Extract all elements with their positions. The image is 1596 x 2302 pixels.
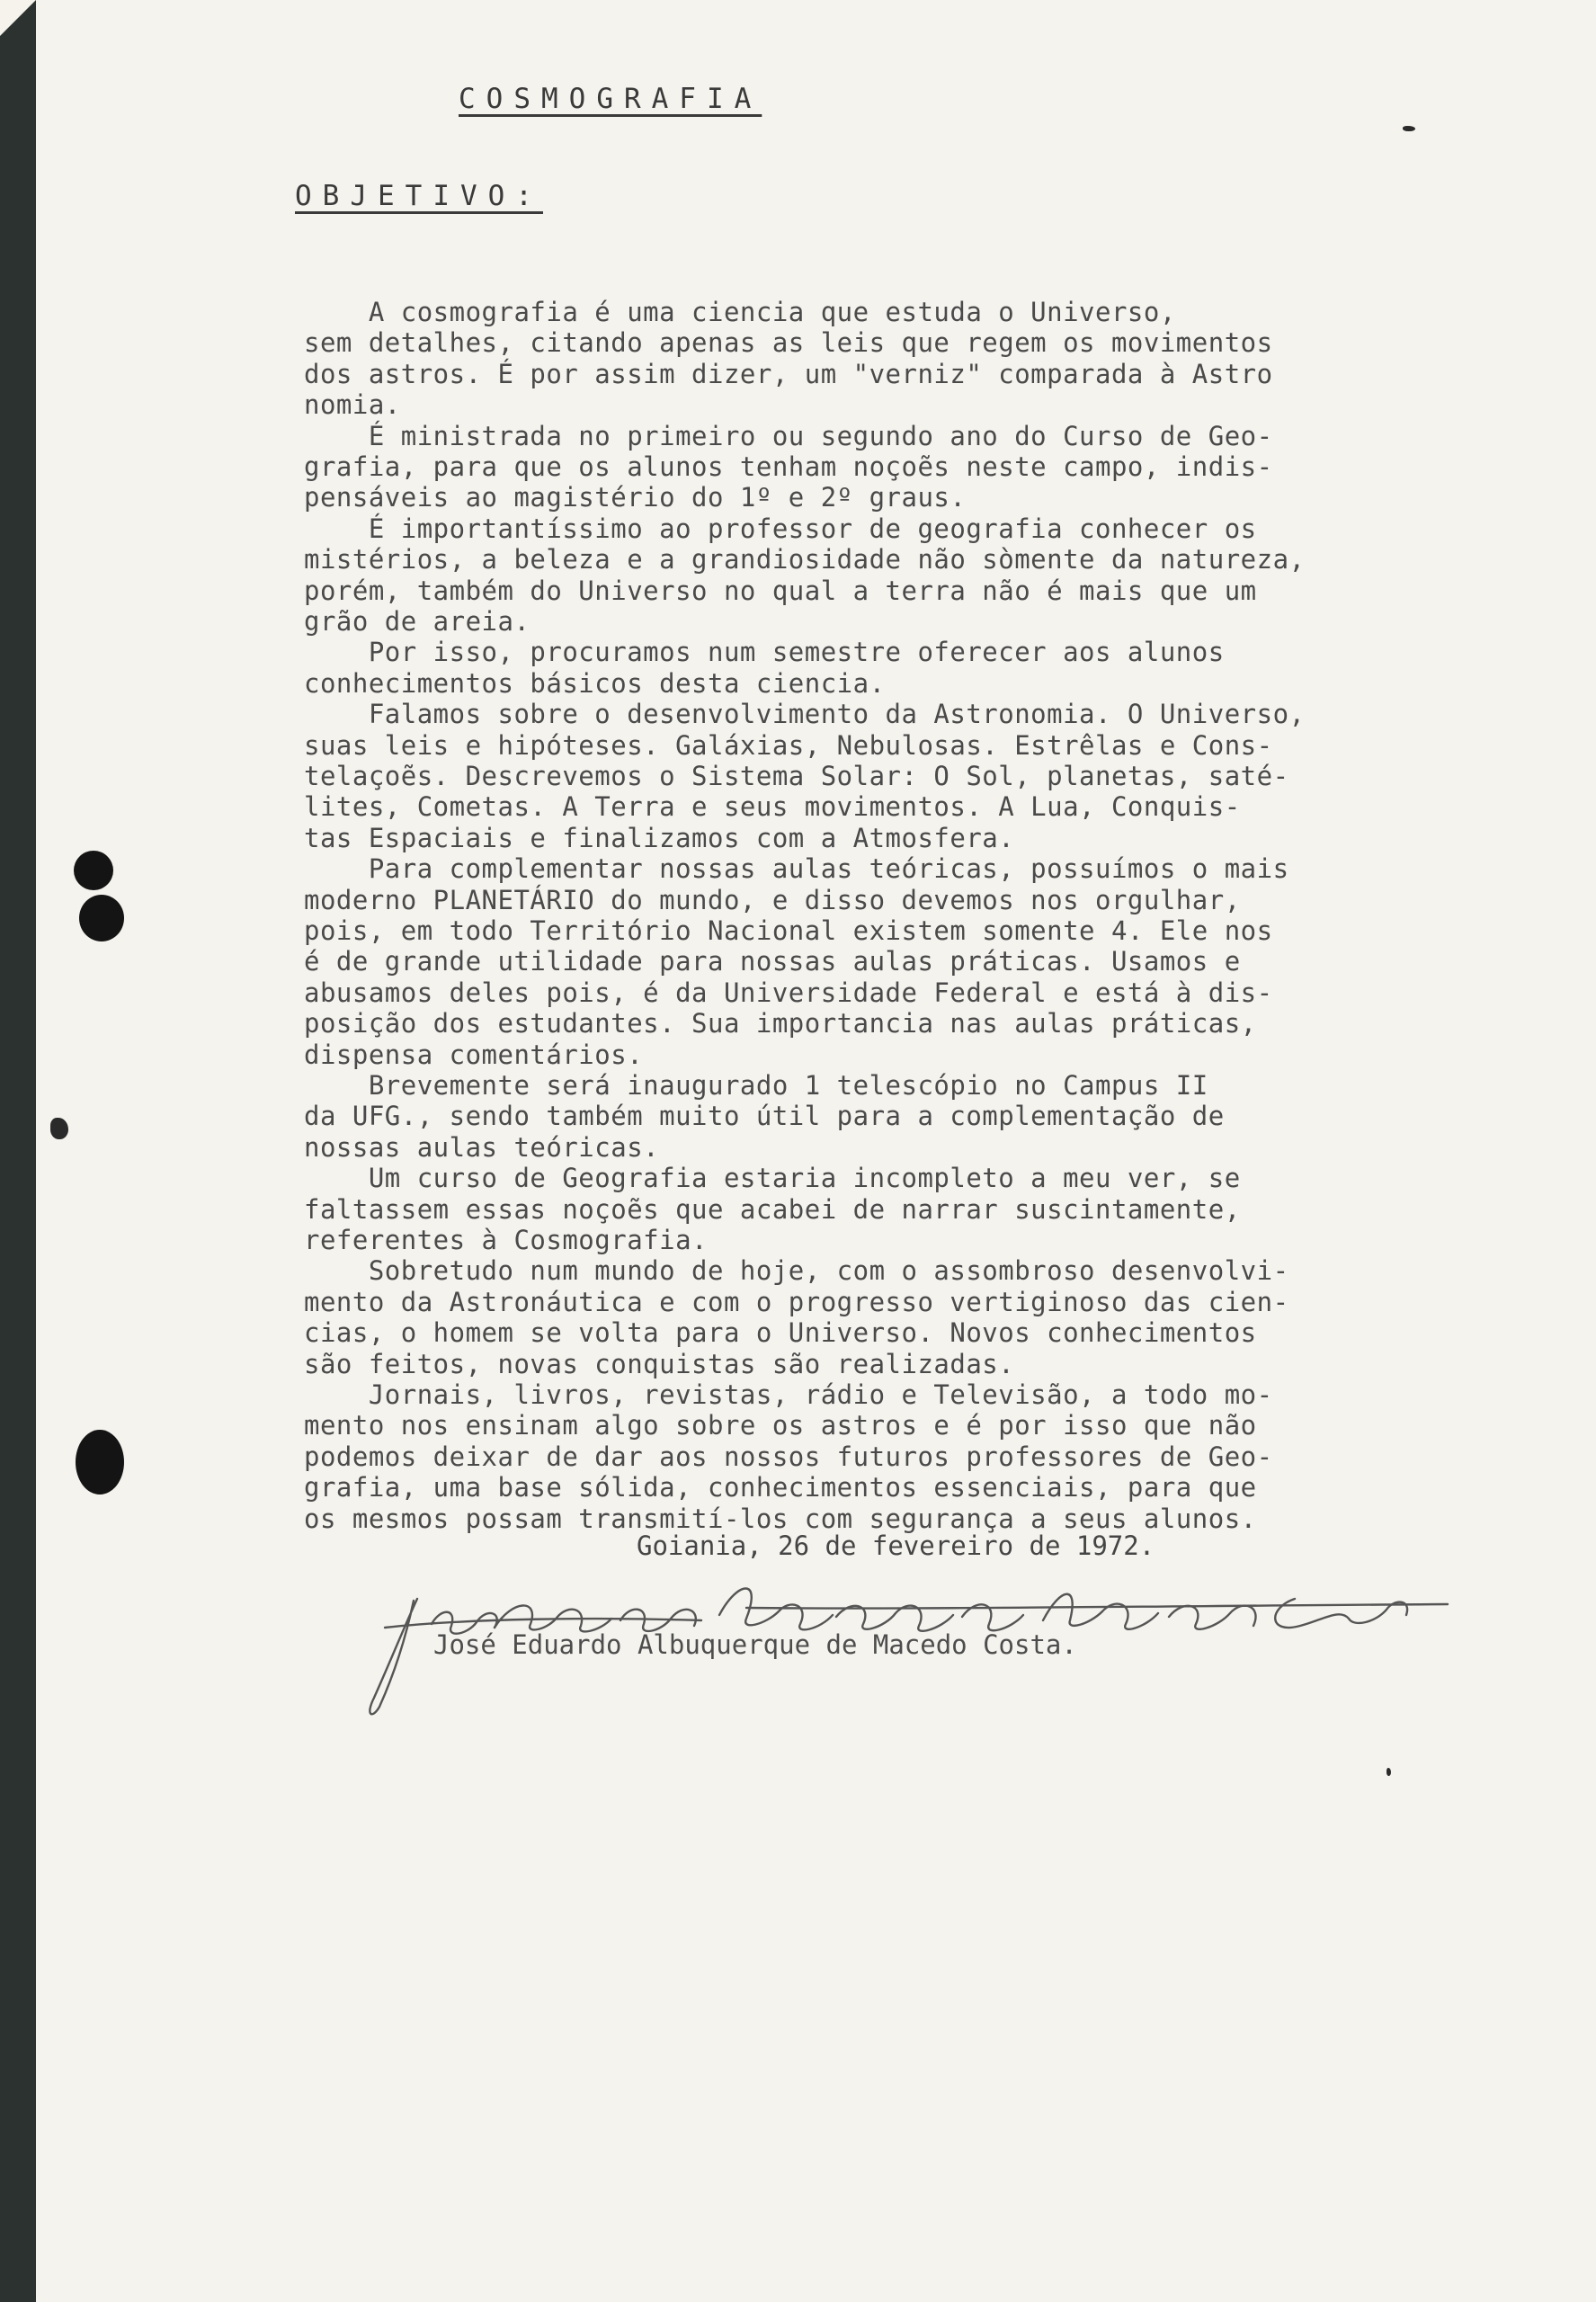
- body-line: A cosmografia é uma ciencia que estuda o Universo,: [304, 297, 1176, 327]
- paper-corner: [0, 0, 36, 36]
- body-line: Jornais, livros, revistas, rádio e Televisão, a todo mo-: [304, 1379, 1273, 1410]
- body-line: Falamos sobre o desenvolvimento da Astronomia. O Universo,: [304, 699, 1306, 729]
- body-line: são feitos, novas conquistas são realizadas.: [304, 1349, 1015, 1379]
- body-line: cias, o homem se volta para o Universo. Novos conhecimentos: [304, 1317, 1257, 1348]
- body-line: é de grande utilidade para nossas aulas práticas. Usamos e: [304, 946, 1241, 977]
- punch-hole-top: [74, 851, 113, 890]
- body-line: pois, em todo Território Nacional existem somente 4. Ele nos: [304, 915, 1273, 946]
- body-line: É importantíssimo ao professor de geografia conhecer os: [304, 513, 1257, 544]
- body-line: Sobretudo num mundo de hoje, com o assombroso desenvolvi-: [304, 1255, 1289, 1286]
- body-line: os mesmos possam transmití-los com segurança a seus alunos.: [304, 1503, 1257, 1534]
- body-line: grafia, uma base sólida, conhecimentos essenciais, para que: [304, 1472, 1257, 1503]
- document-title: COSMOGRAFIA: [459, 83, 762, 115]
- ink-spot-margin: [50, 1118, 68, 1139]
- body-line: telaçoẽs. Descrevemos o Sistema Solar: O Sol, planetas, saté-: [304, 761, 1289, 791]
- body-line: faltassem essas noçoẽs que acabei de narrar suscintamente,: [304, 1194, 1241, 1225]
- body-line: Um curso de Geografia estaria incompleto a meu ver, se: [304, 1163, 1241, 1193]
- section-heading: OBJETIVO:: [295, 180, 543, 212]
- signer-name: José Eduardo Albuquerque de Macedo Costa.: [433, 1629, 1077, 1660]
- body-line: conhecimentos básicos desta ciencia.: [304, 668, 886, 699]
- body-line: grafia, para que os alunos tenham noçoẽs neste campo, indis-: [304, 451, 1273, 482]
- body-line: mento nos ensinam algo sobre os astros e é por isso que não: [304, 1410, 1257, 1441]
- punch-hole-lower: [76, 1430, 124, 1495]
- body-line: sem detalhes, citando apenas as leis que regem os movimentos: [304, 327, 1273, 358]
- body-line: suas leis e hipóteses. Galáxias, Nebulosas. Estrêlas e Cons-: [304, 730, 1273, 761]
- body-line: Para complementar nossas aulas teóricas, possuímos o mais: [304, 853, 1289, 884]
- ink-spot-bottom-right: [1386, 1768, 1391, 1776]
- body-line: podemos deixar de dar aos nossos futuros professores de Geo-: [304, 1441, 1273, 1472]
- body-line: abusamos deles pois, é da Universidade Federal e está à dis-: [304, 977, 1273, 1008]
- body-line: nomia.: [304, 389, 401, 420]
- body-line: lites, Cometas. A Terra e seus movimentos. A Lua, Conquis-: [304, 791, 1241, 822]
- body-line: porém, também do Universo no qual a terra não é mais que um: [304, 576, 1257, 606]
- body-line: É ministrada no primeiro ou segundo ano do Curso de Geo-: [304, 421, 1273, 451]
- body-line: Por isso, procuramos num semestre oferecer aos alunos: [304, 637, 1225, 667]
- body-line: pensáveis ao magistério do 1º e 2º graus.: [304, 482, 967, 513]
- body-line: grão de areia.: [304, 606, 531, 637]
- binding-strip: [0, 0, 36, 2302]
- body-line: dos astros. É por assim dizer, um "verniz" comparada à Astro: [304, 359, 1273, 389]
- body-line: dispensa comentários.: [304, 1039, 644, 1070]
- punch-hole-upper-middle: [79, 895, 124, 941]
- body-line: mento da Astronáutica e com o progresso vertiginoso das cien-: [304, 1287, 1289, 1317]
- body-line: referentes à Cosmografia.: [304, 1225, 708, 1255]
- body-line: mistérios, a beleza e a grandiosidade não sòmente da natureza,: [304, 544, 1306, 575]
- body-line: Brevemente será inaugurado 1 telescópio no Campus II: [304, 1070, 1208, 1101]
- dateline: Goiania, 26 de fevereiro de 1972.: [637, 1530, 1155, 1561]
- body-line: posição dos estudantes. Sua importancia nas aulas práticas,: [304, 1008, 1257, 1039]
- ink-spot-top-right: [1403, 126, 1415, 131]
- body-line: tas Espaciais e finalizamos com a Atmosfera.: [304, 823, 1015, 853]
- body-line: da UFG., sendo também muito útil para a complementação de: [304, 1101, 1225, 1131]
- body-line: moderno PLANETÁRIO do mundo, e disso devemos nos orgulhar,: [304, 885, 1241, 915]
- body-line: nossas aulas teóricas.: [304, 1132, 660, 1163]
